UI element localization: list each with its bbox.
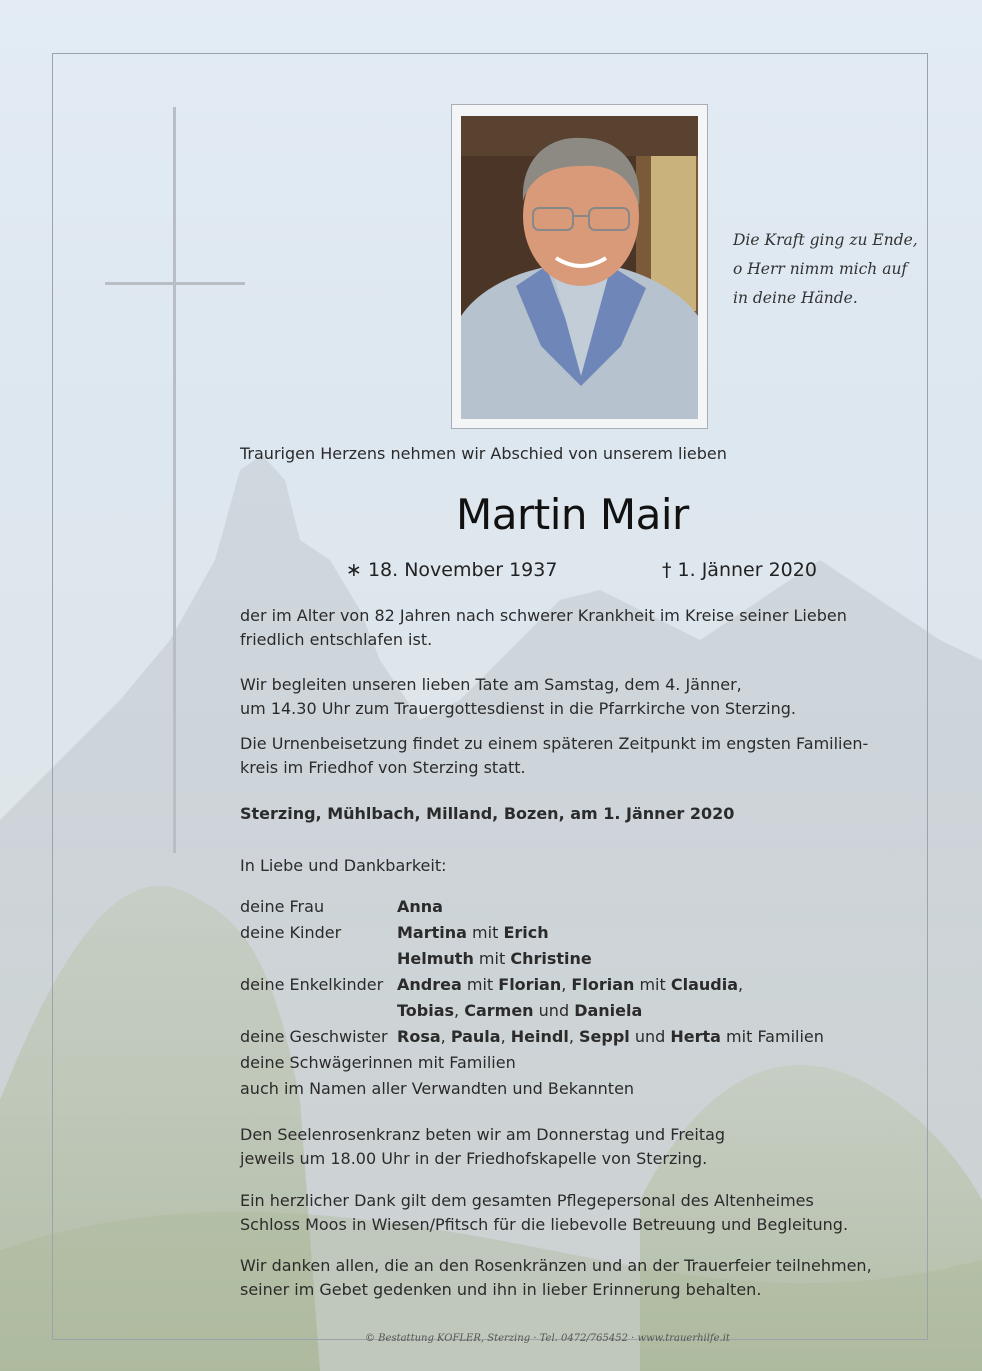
relative-name: Paula [450,1027,501,1046]
verse-quote [733,226,923,313]
paragraph-line: Schloss Moos in Wiesen/Pfitsch für die liebevolle Betreuung und Begleitung. [240,1215,849,1234]
relation-label: deine Enkelkinder [240,975,384,994]
deceased-name: Martin Mair [456,490,689,539]
connector-text: und [538,1001,570,1020]
intro-text: Traurigen Herzens nehmen wir Abschied von unserem lieben [240,444,727,463]
connector-text: mit [478,949,506,968]
connector-text: mit [639,975,666,994]
paragraph-line: Wir danken allen, die an den Rosenkränzen und an der Trauerfeier teilnehmen, [240,1256,872,1275]
relative-name: Anna [397,897,443,916]
paragraph-line: Ein herzlicher Dank gilt dem gesamten Pflegepersonal des Altenheimes [240,1191,814,1210]
relative-name: Daniela [574,1001,643,1020]
relative-line [397,946,592,972]
relative-name: Helmuth [397,949,474,968]
portrait-frame [451,104,708,429]
relative-name: Carmen [464,1001,534,1020]
paragraph-line: jeweils um 18.00 Uhr in der Friedhofskapelle von Sterzing. [240,1149,708,1168]
connector-text: mit [466,975,494,994]
relative-line: Tobias, Carmen und Daniela [397,1001,643,1020]
relative-name: Rosa [397,1027,441,1046]
connector-text: und [634,1027,666,1046]
verse-line: o Herr nimm mich auf [733,260,908,278]
paragraph-line: Den Seelenrosenkranz beten wir am Donnerstag und Freitag [240,1125,726,1144]
portrait-photo [461,116,698,419]
relative-name: Florian [498,975,562,994]
paragraph-line: seiner im Gebet gedenken und ihn in lieber Erinnerung behalten. [240,1280,762,1299]
cross-horizontal-bar [105,282,245,285]
relative-name: Seppl [578,1027,630,1046]
relative-name: Christine [510,949,592,968]
relative-name: Florian [571,975,635,994]
relative-line: Andrea mit Florian, Florian mit Claudia, [397,975,744,994]
death-date: † 1. Jänner 2020 [662,559,817,581]
relative-name: Herta [670,1027,721,1046]
relation-label: deine Frau [240,897,325,916]
relative-name: Claudia [670,975,739,994]
paragraph-line: Wir begleiten unseren lieben Tate am Samstag, dem 4. Jänner, [240,675,742,694]
relative-name: Erich [503,923,549,942]
paragraph-line: kreis im Friedhof von Sterzing statt. [240,758,526,777]
place-date: Sterzing, Mühlbach, Milland, Bozen, am 1. Jänner 2020 [240,804,735,823]
connector-text: mit Familien [726,1027,824,1046]
relative-name: Tobias [397,1001,455,1020]
relative-line [397,920,549,946]
paragraph-line: der im Alter von 82 Jahren nach schwerer Krankheit im Kreise seiner Lieben [240,606,847,625]
relative-line: Rosa, Paula, Heindl, Seppl und Herta mit Familien [397,1027,824,1046]
relation-label: deine Geschwister [240,1027,388,1046]
paragraph-line: friedlich entschlafen ist. [240,630,433,649]
paragraph-line: um 14.30 Uhr zum Trauergottesdienst in die Pfarrkirche von Sterzing. [240,699,796,718]
relative-name: Heindl [510,1027,569,1046]
relation-label: deine Schwägerinnen mit Familien [240,1053,516,1072]
connector-text: mit [472,923,499,942]
gratitude-heading: In Liebe und Dankbarkeit: [240,856,447,875]
funeral-home-footer: © Bestattung KOFLER, Sterzing · Tel. 0472/765452 · www.trauerhilfe.it [365,1333,730,1344]
cross-vertical-bar [173,107,176,853]
verse-line: in deine Hände. [733,289,858,307]
relative-name: Martina [397,923,467,942]
relation-label: auch im Namen aller Verwandten und Bekannten [240,1079,635,1098]
relative-name: Andrea [397,975,462,994]
birth-date: ∗ 18. November 1937 [346,559,558,581]
verse-line: Die Kraft ging zu Ende, [733,231,918,249]
paragraph-line: Die Urnenbeisetzung findet zu einem späteren Zeitpunkt im engsten Familien- [240,734,869,753]
relation-label: deine Kinder [240,923,342,942]
